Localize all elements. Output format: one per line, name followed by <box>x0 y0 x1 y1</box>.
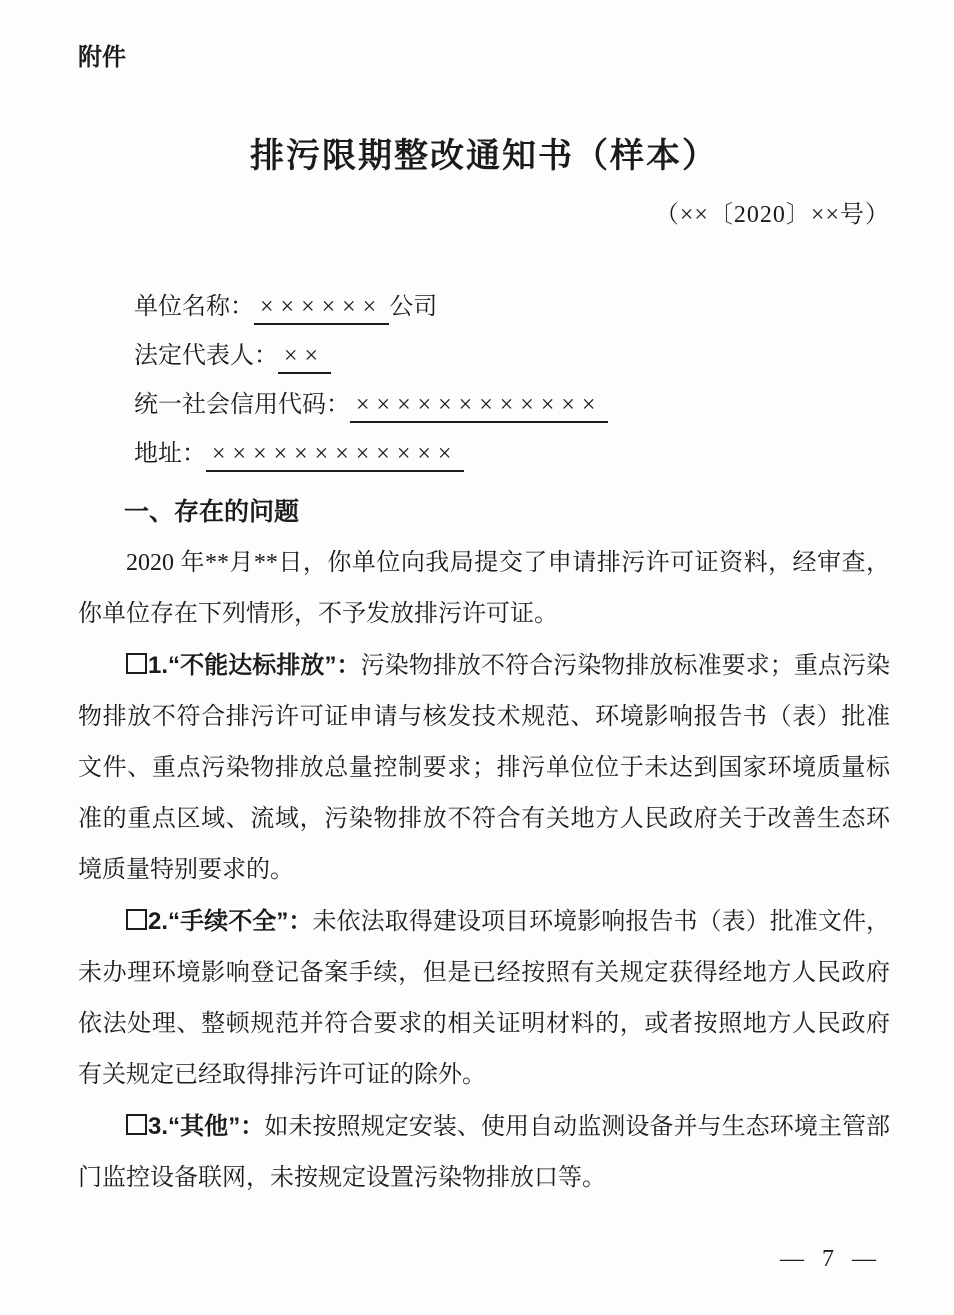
problem-item-1 <box>78 640 890 896</box>
recipient-fields <box>134 283 890 479</box>
problem-item-2 <box>78 896 890 1101</box>
section-heading-problems: 一、存在的问题 <box>124 497 300 526</box>
field-address <box>134 430 890 479</box>
document-title: 排污限期整改通知书（样本） <box>250 136 718 175</box>
field-unit-name-value: ×××××× <box>254 292 389 325</box>
intro-paragraph: 2020 年**月**日，你单位向我局提交了申请排污许可证资料，经审查，你单位存在下列情形，不予发放排污许可证。 <box>78 549 890 627</box>
problem-item-3-lead: 3.“其他”： <box>148 1112 265 1140</box>
field-credit-code-label: 统一社会信用代码： <box>134 391 350 418</box>
field-unit-name <box>134 283 890 332</box>
page-number: — 7 — <box>780 1246 882 1272</box>
attachment-label: 附件 <box>78 44 126 71</box>
problem-item-1-body: 污染物排放不符合污染物排放标准要求；重点污染物排放不符合排污许可证申请与核发技术规范、环境影响报告书（表）批准文件、重点污染物排放总量控制要求；排污单位位于未达到国家环境质量标准的重点区域、流域，污染物排放不符合有关地方人民政府关于改善生态环境质量特别要求的。 <box>78 652 891 883</box>
problem-item-1-lead: 1.“不能达标排放”： <box>148 651 361 679</box>
document-number: （××〔2020〕××号） <box>654 202 890 229</box>
problem-item-3-body: 如未按照规定安装、使用自动监测设备并与生态环境主管部门监控设备联网，未按规定设置污染物排放口等。 <box>78 1113 891 1191</box>
problem-item-2-body: 未依法取得建设项目环境影响报告书（表）批准文件，未办理环境影响登记备案手续，但是已经按照有关规定获得经地方人民政府依法处理、整顿规范并符合要求的相关证明材料的，或者按照地方人民政府有关规定已经取得排污许可证的除外。 <box>78 908 891 1088</box>
problem-item-3 <box>78 1101 890 1204</box>
checkbox-icon <box>126 653 147 674</box>
checkbox-icon <box>126 1114 147 1135</box>
field-legal-representative-label: 法定代表人： <box>134 342 278 369</box>
field-legal-representative-value: ×× <box>278 341 331 374</box>
field-address-label: 地址： <box>134 440 206 467</box>
checkbox-icon <box>126 909 147 930</box>
field-unit-name-label: 单位名称： <box>134 293 254 320</box>
problem-item-2-lead: 2.“手续不全”： <box>148 907 313 935</box>
field-legal-representative <box>134 332 890 381</box>
field-address-value: ×××××××××××× <box>206 439 464 472</box>
field-unit-name-suffix: 公司 <box>389 293 438 320</box>
field-credit-code-value: ×××××××××××× <box>350 390 608 423</box>
field-credit-code <box>134 381 890 430</box>
